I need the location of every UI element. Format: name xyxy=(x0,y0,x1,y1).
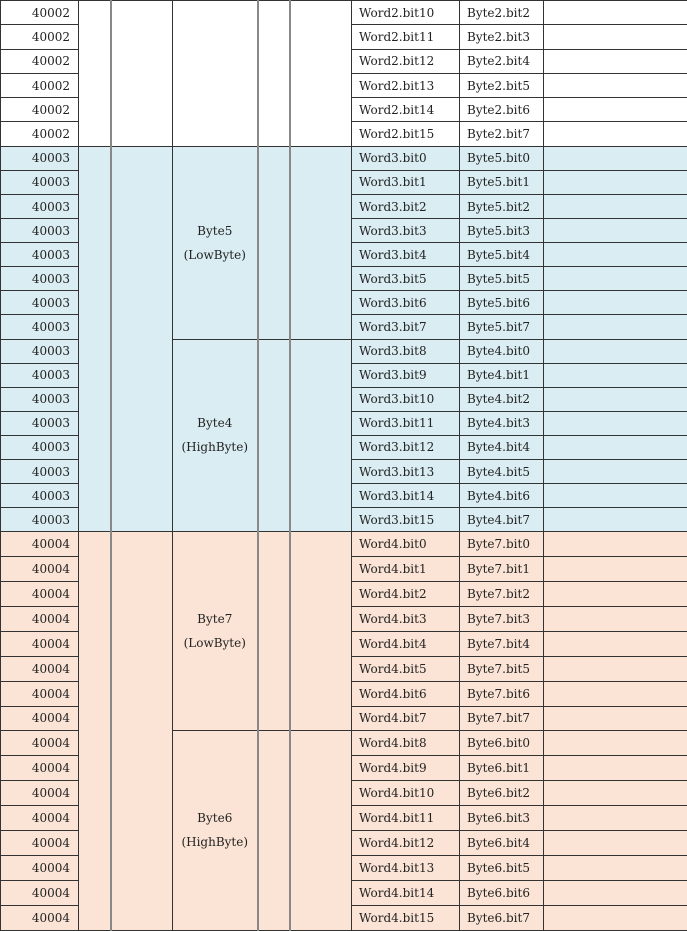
empty-cell xyxy=(544,631,687,656)
word-bit: Word3.bit2 xyxy=(352,194,460,218)
byte-name: Byte4 xyxy=(197,416,233,431)
empty-cell xyxy=(544,411,687,435)
byte-bit: Byte7.bit1 xyxy=(460,557,544,582)
merged-column-cell xyxy=(79,146,111,532)
byte-bit: Byte6.bit6 xyxy=(460,880,544,905)
byte-bit: Byte4.bit1 xyxy=(460,363,544,387)
merged-column-cell xyxy=(258,339,290,532)
byte-bit: Byte7.bit0 xyxy=(460,532,544,557)
register-address: 40004 xyxy=(1,656,79,681)
byte-name: Byte5 xyxy=(197,223,233,238)
register-address: 40003 xyxy=(1,484,79,508)
byte-bit: Byte6.bit0 xyxy=(460,731,544,756)
byte-bit: Byte2.bit6 xyxy=(460,98,544,122)
byte-bit: Byte4.bit3 xyxy=(460,411,544,435)
register-address: 40003 xyxy=(1,508,79,532)
byte-bit: Byte5.bit6 xyxy=(460,291,544,315)
byte-label-cell xyxy=(173,146,258,339)
empty-cell xyxy=(544,387,687,411)
byte-bit: Byte7.bit5 xyxy=(460,656,544,681)
word-bit: Word4.bit5 xyxy=(352,656,460,681)
empty-cell xyxy=(544,243,687,267)
word-bit: Word3.bit6 xyxy=(352,291,460,315)
register-address: 40004 xyxy=(1,557,79,582)
merged-column-cell xyxy=(290,1,352,147)
byte-bit: Byte7.bit3 xyxy=(460,606,544,631)
register-address: 40004 xyxy=(1,681,79,706)
merged-column-cell xyxy=(79,1,111,147)
word-bit: Word4.bit8 xyxy=(352,731,460,756)
register-address: 40002 xyxy=(1,98,79,122)
word-bit: Word4.bit9 xyxy=(352,756,460,781)
register-address: 40004 xyxy=(1,756,79,781)
empty-cell xyxy=(544,291,687,315)
merged-column-cell xyxy=(258,146,290,339)
word-bit: Word3.bit8 xyxy=(352,339,460,363)
empty-cell xyxy=(544,1,687,25)
word-bit: Word3.bit5 xyxy=(352,267,460,291)
byte-order: (LowByte) xyxy=(183,247,246,262)
register-address: 40003 xyxy=(1,435,79,459)
word-bit: Word3.bit7 xyxy=(352,315,460,339)
empty-cell xyxy=(544,781,687,806)
byte-bit: Byte5.bit7 xyxy=(460,315,544,339)
word-bit: Word2.bit11 xyxy=(352,25,460,49)
byte-order: (HighByte) xyxy=(181,440,249,455)
empty-cell xyxy=(544,806,687,831)
word-bit: Word4.bit1 xyxy=(352,557,460,582)
word-bit: Word3.bit3 xyxy=(352,219,460,243)
merged-column-cell xyxy=(258,731,290,930)
byte-bit: Byte5.bit3 xyxy=(460,219,544,243)
register-address: 40004 xyxy=(1,606,79,631)
merged-column-cell xyxy=(79,532,111,930)
byte-bit: Byte4.bit2 xyxy=(460,387,544,411)
byte-bit: Byte4.bit5 xyxy=(460,460,544,484)
empty-cell xyxy=(544,122,687,146)
word-bit: Word4.bit15 xyxy=(352,905,460,930)
register-address: 40004 xyxy=(1,880,79,905)
empty-cell xyxy=(544,339,687,363)
empty-cell xyxy=(544,194,687,218)
table-row xyxy=(1,1,687,25)
register-address: 40003 xyxy=(1,387,79,411)
word-bit: Word3.bit13 xyxy=(352,460,460,484)
byte-label-cell xyxy=(173,1,258,147)
byte-label-cell xyxy=(173,731,258,930)
empty-cell xyxy=(544,582,687,607)
register-address: 40002 xyxy=(1,73,79,97)
merged-column-cell xyxy=(111,532,173,930)
byte-bit: Byte5.bit4 xyxy=(460,243,544,267)
word-bit: Word2.bit14 xyxy=(352,98,460,122)
byte-name: Byte7 xyxy=(197,612,233,627)
byte-bit: Byte2.bit7 xyxy=(460,122,544,146)
word-bit: Word3.bit12 xyxy=(352,435,460,459)
byte-bit: Byte5.bit1 xyxy=(460,170,544,194)
word-bit: Word4.bit12 xyxy=(352,830,460,855)
empty-cell xyxy=(544,830,687,855)
empty-cell xyxy=(544,170,687,194)
byte-bit: Byte6.bit7 xyxy=(460,905,544,930)
register-address: 40003 xyxy=(1,339,79,363)
word-bit: Word3.bit11 xyxy=(352,411,460,435)
register-address: 40003 xyxy=(1,219,79,243)
empty-cell xyxy=(544,25,687,49)
byte-name: Byte6 xyxy=(197,811,233,826)
word-bit: Word4.bit10 xyxy=(352,781,460,806)
register-address: 40002 xyxy=(1,1,79,25)
merged-column-cell xyxy=(290,146,352,339)
empty-cell xyxy=(544,73,687,97)
register-address: 40003 xyxy=(1,315,79,339)
word-bit: Word2.bit15 xyxy=(352,122,460,146)
empty-cell xyxy=(544,219,687,243)
byte-bit: Byte6.bit1 xyxy=(460,756,544,781)
byte-label-cell xyxy=(173,532,258,731)
empty-cell xyxy=(544,681,687,706)
empty-cell xyxy=(544,98,687,122)
word-bit: Word4.bit11 xyxy=(352,806,460,831)
word-bit: Word4.bit14 xyxy=(352,880,460,905)
register-address: 40003 xyxy=(1,170,79,194)
word-bit: Word3.bit10 xyxy=(352,387,460,411)
empty-cell xyxy=(544,656,687,681)
register-address: 40004 xyxy=(1,855,79,880)
table-row xyxy=(1,532,687,557)
word-bit: Word4.bit7 xyxy=(352,706,460,731)
register-address: 40002 xyxy=(1,49,79,73)
merged-column-cell xyxy=(111,146,173,532)
empty-cell xyxy=(544,49,687,73)
merged-column-cell xyxy=(290,532,352,731)
empty-cell xyxy=(544,267,687,291)
word-bit: Word3.bit4 xyxy=(352,243,460,267)
empty-cell xyxy=(544,460,687,484)
byte-bit: Byte2.bit5 xyxy=(460,73,544,97)
empty-cell xyxy=(544,435,687,459)
byte-bit: Byte7.bit2 xyxy=(460,582,544,607)
byte-bit: Byte7.bit6 xyxy=(460,681,544,706)
word-bit: Word3.bit9 xyxy=(352,363,460,387)
word-bit: Word4.bit2 xyxy=(352,582,460,607)
byte-bit: Byte4.bit0 xyxy=(460,339,544,363)
empty-cell xyxy=(544,606,687,631)
register-address: 40003 xyxy=(1,243,79,267)
word-bit: Word4.bit0 xyxy=(352,532,460,557)
empty-cell xyxy=(544,484,687,508)
empty-cell xyxy=(544,880,687,905)
register-address: 40002 xyxy=(1,122,79,146)
register-address: 40004 xyxy=(1,830,79,855)
merged-column-cell xyxy=(258,1,290,147)
register-address: 40003 xyxy=(1,267,79,291)
merged-column-cell xyxy=(290,339,352,532)
byte-bit: Byte6.bit5 xyxy=(460,855,544,880)
byte-bit: Byte5.bit5 xyxy=(460,267,544,291)
merged-column-cell xyxy=(111,1,173,147)
byte-bit: Byte7.bit7 xyxy=(460,706,544,731)
register-address: 40004 xyxy=(1,582,79,607)
register-address: 40003 xyxy=(1,194,79,218)
empty-cell xyxy=(544,706,687,731)
word-bit: Word3.bit0 xyxy=(352,146,460,170)
byte-label-cell xyxy=(173,339,258,532)
byte-bit: Byte5.bit0 xyxy=(460,146,544,170)
byte-bit: Byte5.bit2 xyxy=(460,194,544,218)
word-bit: Word2.bit10 xyxy=(352,1,460,25)
merged-column-cell xyxy=(258,532,290,731)
byte-bit: Byte6.bit4 xyxy=(460,830,544,855)
empty-cell xyxy=(544,363,687,387)
register-address: 40003 xyxy=(1,460,79,484)
register-address: 40004 xyxy=(1,781,79,806)
word-bit: Word2.bit13 xyxy=(352,73,460,97)
register-address: 40003 xyxy=(1,411,79,435)
empty-cell xyxy=(544,905,687,930)
empty-cell xyxy=(544,315,687,339)
register-address: 40002 xyxy=(1,25,79,49)
register-address: 40004 xyxy=(1,532,79,557)
register-address: 40003 xyxy=(1,363,79,387)
empty-cell xyxy=(544,146,687,170)
empty-cell xyxy=(544,855,687,880)
register-address: 40004 xyxy=(1,706,79,731)
register-address: 40003 xyxy=(1,291,79,315)
byte-bit: Byte6.bit3 xyxy=(460,806,544,831)
merged-column-cell xyxy=(290,731,352,930)
empty-cell xyxy=(544,756,687,781)
register-address: 40004 xyxy=(1,731,79,756)
register-address: 40003 xyxy=(1,146,79,170)
word-bit: Word3.bit15 xyxy=(352,508,460,532)
byte-bit: Byte2.bit3 xyxy=(460,25,544,49)
word-bit: Word4.bit6 xyxy=(352,681,460,706)
byte-bit: Byte4.bit7 xyxy=(460,508,544,532)
word-bit: Word3.bit1 xyxy=(352,170,460,194)
byte-order: (HighByte) xyxy=(181,835,249,850)
byte-bit: Byte4.bit4 xyxy=(460,435,544,459)
word-bit: Word2.bit12 xyxy=(352,49,460,73)
word-bit: Word3.bit14 xyxy=(352,484,460,508)
word-bit: Word4.bit13 xyxy=(352,855,460,880)
byte-bit: Byte2.bit2 xyxy=(460,1,544,25)
empty-cell xyxy=(544,508,687,532)
register-address: 40004 xyxy=(1,806,79,831)
table-row xyxy=(1,146,687,170)
register-address: 40004 xyxy=(1,631,79,656)
empty-cell xyxy=(544,731,687,756)
empty-cell xyxy=(544,557,687,582)
byte-bit: Byte4.bit6 xyxy=(460,484,544,508)
word-bit: Word4.bit3 xyxy=(352,606,460,631)
empty-cell xyxy=(544,532,687,557)
word-bit: Word4.bit4 xyxy=(352,631,460,656)
byte-bit: Byte2.bit4 xyxy=(460,49,544,73)
byte-bit: Byte7.bit4 xyxy=(460,631,544,656)
byte-bit: Byte6.bit2 xyxy=(460,781,544,806)
register-address: 40004 xyxy=(1,905,79,930)
byte-order: (LowByte) xyxy=(183,636,246,651)
